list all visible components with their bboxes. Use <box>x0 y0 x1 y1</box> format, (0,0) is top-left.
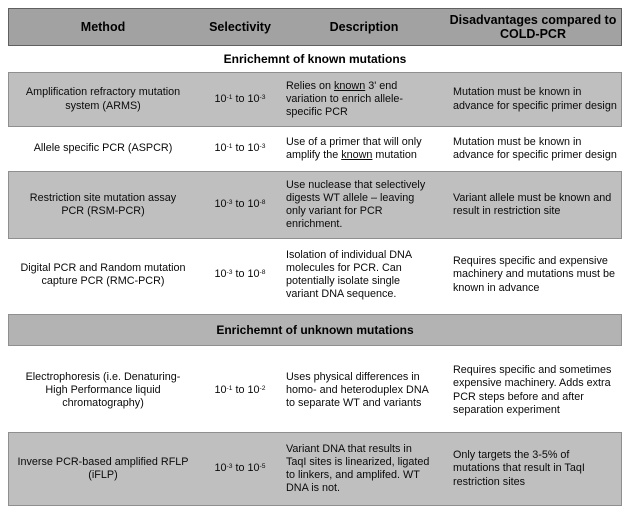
description-cell: Use nuclease that selectively digests WT allele – leaving only variant for PCR enrichment. <box>286 178 426 231</box>
method-cell: Inverse PCR-based amplified RFLP (iFLP) <box>17 455 189 481</box>
method-cell: Digital PCR and Random mutation capture PCR (RMC-PCR) <box>20 261 186 287</box>
method-cell: Restriction site mutation assay PCR (RSM-PCR) <box>29 191 177 217</box>
disadvantages-cell: Mutation must be known in advance for specific primer design <box>453 86 617 112</box>
method-cell: Allele specific PCR (ASPCR) <box>33 142 173 155</box>
section-header-known-mutations: Enrichemnt of known mutations <box>8 46 622 72</box>
column-header-selectivity: Selectivity <box>209 20 271 34</box>
description-cell: Isolation of individual DNA molecules for PCR. Can potentially isolate single variant DNA sequence. <box>286 248 412 301</box>
selectivity-cell: $10^{-1}$ to $10^{-3}$ <box>214 92 266 105</box>
selectivity-cell: $10^{-1}$ to $10^{-2}$ <box>214 383 266 396</box>
table-row-rmc-pcr <box>8 239 622 311</box>
table-row-electrophoresis <box>8 349 622 432</box>
disadvantages-cell: Only targets the 3-5% of mutations that result in TaqI restriction sites <box>453 449 585 488</box>
selectivity-cell: $10^{-3}$ to $10^{-8}$ <box>214 198 266 211</box>
table-row-iflp <box>8 432 622 506</box>
disadvantages-cell: Mutation must be known in advance for specific primer design <box>453 135 617 161</box>
column-header-disadvantages: Disadvantages compared to COLD-PCR <box>449 13 617 41</box>
table-header-row <box>8 8 622 46</box>
disadvantages-cell: Variant allele must be known and result in restriction site <box>453 191 612 217</box>
section-header-unknown-mutations: Enrichemnt of unknown mutations <box>8 314 622 346</box>
table-row-aspcr <box>8 127 622 171</box>
selectivity-cell: $10^{-3}$ to $10^{-5}$ <box>214 462 266 475</box>
description-cell: Relies on known 3' end variation to enrich allele-specific PCR <box>286 79 404 119</box>
selectivity-cell: $10^{-1}$ to $10^{-3}$ <box>214 142 266 155</box>
method-cell: Electrophoresis (i.e. Denaturing- High Performance liquid chromatography) <box>25 370 181 410</box>
table-row-rsm-pcr <box>8 171 622 239</box>
disadvantages-cell: Requires specific and expensive machinery and mutations must be known in advance <box>453 255 616 294</box>
description-cell: Uses physical differences in homo- and heteroduplex DNA to separate WT and variants <box>286 370 429 410</box>
selectivity-cell: $10^{-3}$ to $10^{-8}$ <box>214 268 266 281</box>
column-header-method: Method <box>80 20 126 34</box>
column-header-description: Description <box>329 20 399 34</box>
description-cell: Use of a primer that will only amplify the known mutation <box>286 135 422 161</box>
method-cell: Amplification refractory mutation system (ARMS) <box>25 86 181 112</box>
disadvantages-cell: Requires specific and sometimes expensive machinery. Adds extra PCR steps before and after separation experiment <box>453 364 612 416</box>
description-cell: Variant DNA that results in TaqI sites is linearized, ligated to linkers, and amplifed. WT DNA is not. <box>286 442 430 495</box>
table-row-arms <box>8 72 622 127</box>
